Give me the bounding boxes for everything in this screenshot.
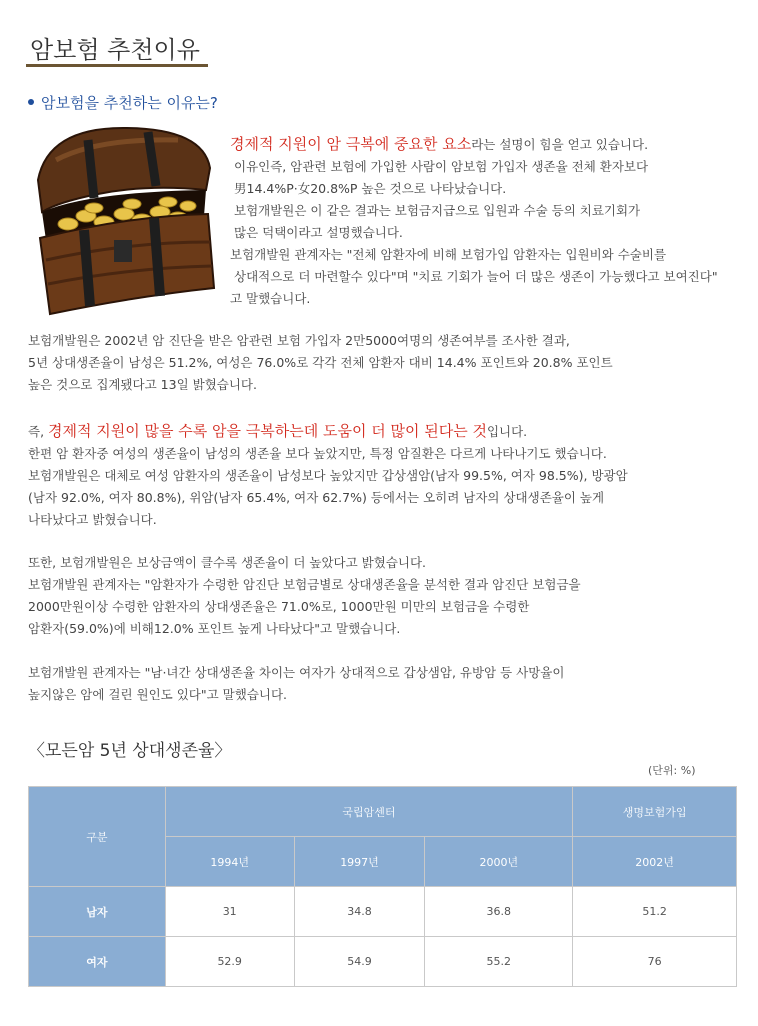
intro-line: 많은 덕택이라고 설명했습니다. xyxy=(234,225,403,240)
paragraph-line: 5년 상대생존율이 남성은 51.2%, 여성은 76.0%로 각각 전체 암환자 대비 14.4% 포인트와 20.8% 포인트 xyxy=(28,355,613,370)
table-year-header: 1994년 xyxy=(165,837,294,887)
paragraph-line: 2000만원이상 수령한 암환자의 상대생존율은 71.0%로, 1000만원 미만의 보험금을 수령한 xyxy=(28,599,530,614)
paragraph-highlight: 경제적 지원이 많을 수록 암을 극복하는데 도움이 더 많이 된다는 것 xyxy=(48,422,487,440)
intro-line: 보험개발원 관계자는 "전체 암환자에 비해 보험가입 암환자는 입원비와 수술비를 xyxy=(230,247,667,262)
paragraph-line: 암환자(59.0%)에 비해12.0% 포인트 높게 나타났다"고 말했습니다. xyxy=(28,621,401,636)
intro-line-1: 라는 설명이 힘을 얻고 있습니다. xyxy=(471,137,649,152)
paragraph-line: 높은 것으로 집계됐다고 13일 밝혔습니다. xyxy=(28,377,257,392)
paragraph-line: 보험개발원은 2002년 암 진단을 받은 암관련 보험 가입자 2만5000여명의 생존여부를 조사한 결과, xyxy=(28,333,570,348)
intro-line: 상대적으로 더 마련할수 있다"며 "치료 기회가 늘어 더 많은 생존이 가능했다고 보여진다" xyxy=(234,269,718,284)
paragraph-conclusion xyxy=(28,420,748,531)
paragraph-line: 보험개발원 관계자는 "암환자가 수령한 암진단 보험금별로 상대생존율을 분석한 결과 암진단 보험금을 xyxy=(28,577,581,592)
intro-line: 보험개발원은 이 같은 결과는 보험금지급으로 입원과 수술 등의 치료기회가 xyxy=(234,203,641,218)
bullet-icon xyxy=(28,99,34,105)
paragraph-suffix: 입니다. xyxy=(486,424,528,439)
table-cell: 36.8 xyxy=(425,887,573,937)
intro-line: 男14.4%P·女20.8%P 높은 것으로 나타났습니다. xyxy=(234,181,507,196)
intro-line: 고 말했습니다. xyxy=(230,291,311,306)
title-underline xyxy=(26,64,208,67)
table-cell: 51.2 xyxy=(573,887,737,937)
table-title: 〈모든암 5년 상대생존율〉 xyxy=(28,741,232,761)
paragraph-line: 또한, 보험개발원은 보상금액이 클수록 생존율이 더 높았다고 밝혔습니다. xyxy=(28,555,427,570)
table-row-header: 남자 xyxy=(29,887,166,937)
paragraph-line: 보험개발원 관계자는 "남·녀간 상대생존율 차이는 여자가 상대적으로 갑상샘암, 유방암 등 사망율이 xyxy=(28,665,565,680)
table-cell: 34.8 xyxy=(294,887,425,937)
table-row xyxy=(29,887,737,937)
paragraph-compensation xyxy=(28,552,748,640)
table-group-header: 생명보험가입 xyxy=(573,787,737,837)
paragraph-line: 보험개발원은 대체로 여성 암환자의 생존율이 남성보다 높았지만 갑상샘암(남자 99.5%, 여자 98.5%), 방광암 xyxy=(28,468,628,483)
table-year-header: 2002년 xyxy=(573,837,737,887)
paragraph-line: 높지않은 암에 걸린 원인도 있다"고 말했습니다. xyxy=(28,687,288,702)
paragraph-prefix: 즉, xyxy=(28,424,49,439)
intro-text xyxy=(230,133,750,310)
table-cell: 52.9 xyxy=(165,937,294,987)
paragraph-line: 한편 암 환자중 여성의 생존율이 남성의 생존율 보다 높았지만, 특정 암질환은 다르게 나타나기도 했습니다. xyxy=(28,446,607,461)
intro-line: 이유인즉, 암관련 보험에 가입한 사람이 암보험 가입자 생존율 전체 환자보다 xyxy=(234,159,649,174)
table-year-header: 1997년 xyxy=(294,837,425,887)
table-year-header: 2000년 xyxy=(425,837,573,887)
paragraph-gender-gap xyxy=(28,662,748,706)
table-cell: 76 xyxy=(573,937,737,987)
page-title: 암보험 추천이유 xyxy=(30,36,200,64)
survival-rate-table xyxy=(28,786,737,987)
subheading-text: 암보험을 추천하는 이유는? xyxy=(41,94,218,112)
unit-label: (단위: %) xyxy=(648,764,696,777)
intro-highlight: 경제적 지원이 암 극복에 중요한 요소 xyxy=(230,135,472,153)
table-cell: 54.9 xyxy=(294,937,425,987)
table-group-header: 국립암센터 xyxy=(165,787,572,837)
table-cell: 55.2 xyxy=(425,937,573,987)
table-row xyxy=(29,937,737,987)
treasure-chest-image xyxy=(28,120,226,320)
paragraph-survey xyxy=(28,330,748,396)
table-cell: 31 xyxy=(165,887,294,937)
paragraph-line: (남자 92.0%, 여자 80.8%), 위암(남자 65.4%, 여자 62.7%) 등에서는 오히려 남자의 상대생존율이 높게 xyxy=(28,490,605,505)
paragraph-line: 나타났다고 밝혔습니다. xyxy=(28,512,157,527)
table-row-header: 여자 xyxy=(29,937,166,987)
section-subheading xyxy=(28,92,218,113)
table-corner-header: 구분 xyxy=(29,787,166,887)
